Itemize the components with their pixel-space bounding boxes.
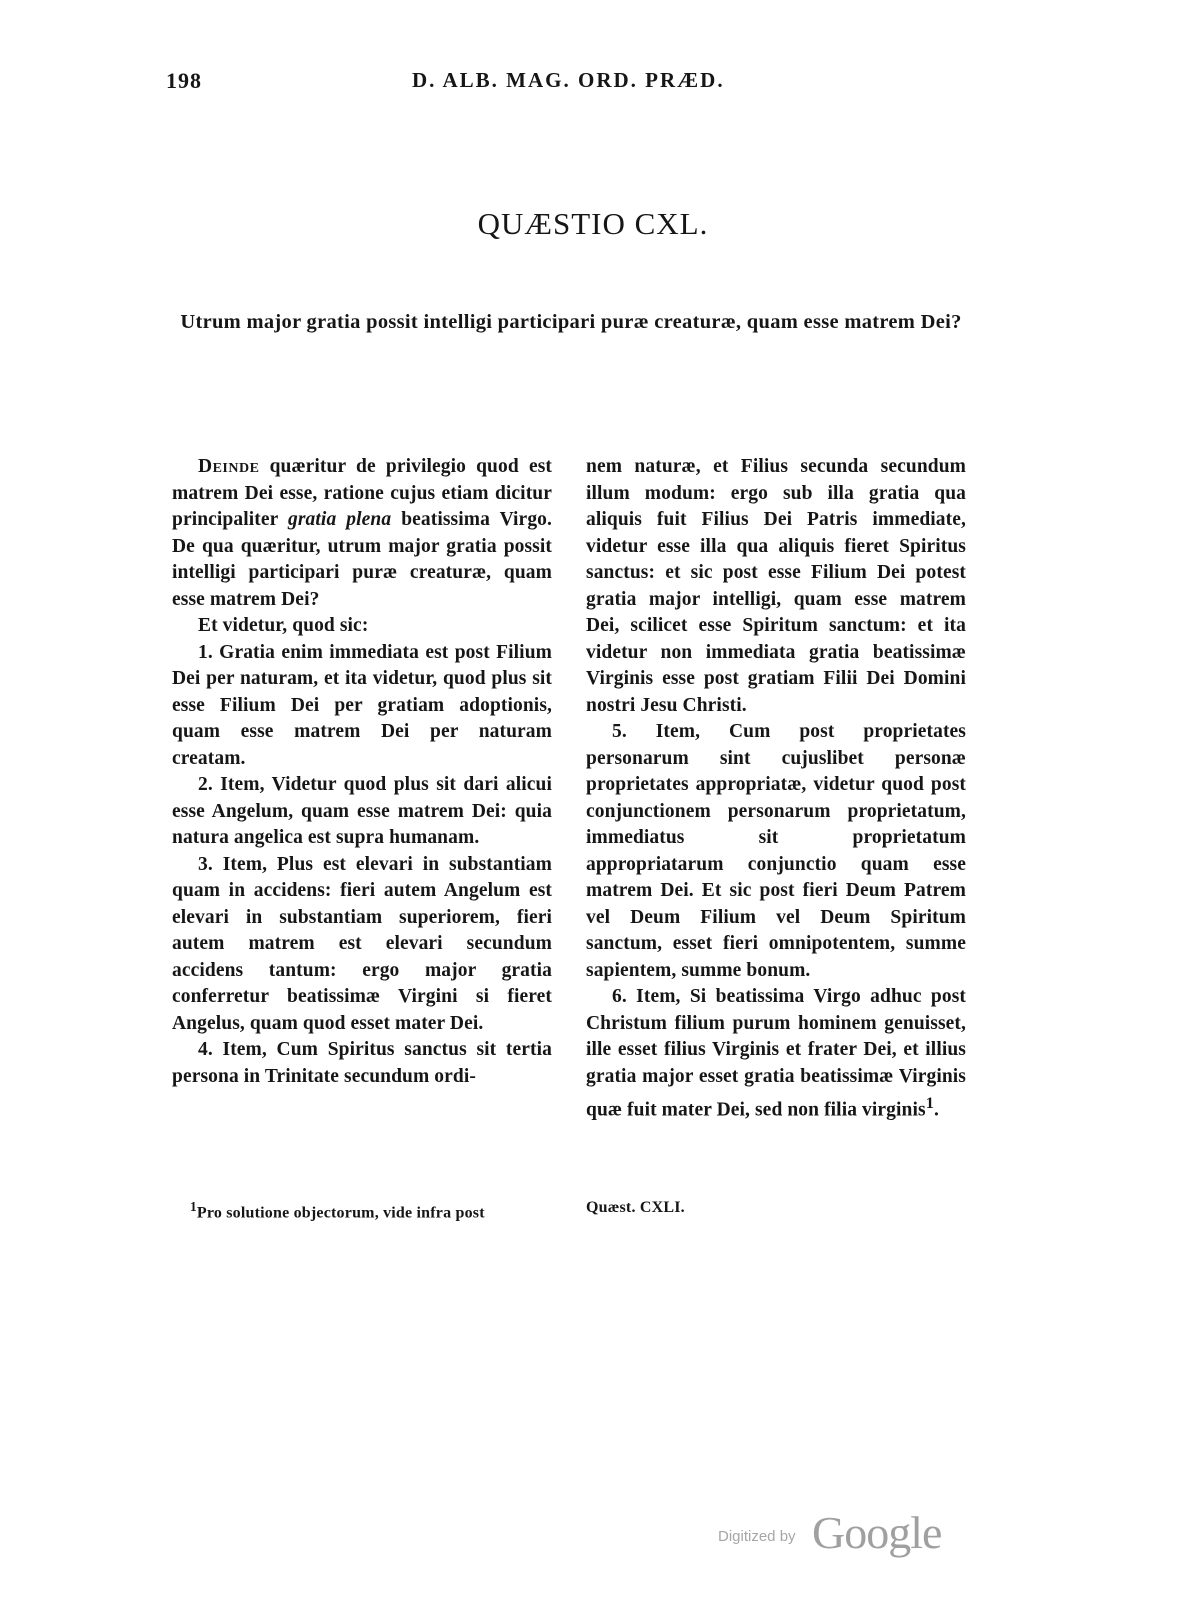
intro-text-a: quæritur de privilegio quod est matrem Dei esse, ratione cujus etiam dicitur principaliter <box>172 456 552 530</box>
argument-1: 1. Gratia enim immediata est post Filium Dei per naturam, et ita videtur, quod plus sit esse Filium Dei per gratiam adoptionis, quam esse matrem Dei per naturam creatam. <box>172 641 552 769</box>
running-head: D. ALB. MAG. ORD. PRÆD. <box>412 68 725 92</box>
question-subtitle: Utrum major gratia possit intelligi participari puræ creaturæ, quam esse matrem Dei? <box>180 311 962 333</box>
intro-paragraph <box>172 454 552 613</box>
question-title: QUÆSTIO CXL. <box>477 206 709 241</box>
intro-lead-word: Deinde <box>198 456 260 477</box>
argument-6-text: 6. Item, Si beatissima Virgo adhuc post Christum filium purum hominem genuisset, ille esset filius Virginis et frater Dei, et illius gratia major esset gratia beatissimæ Virginis quæ fuit mater Dei, sed non filia virginis <box>586 986 966 1121</box>
footnote-reference: 1 <box>925 1094 934 1112</box>
argument-2: 2. Item, Videtur quod plus sit dari alicui esse Angelum, quam esse matrem Dei: quia natura angelica est supra humanam. <box>172 774 552 848</box>
argument-4-start: 4. Item, Cum Spiritus sanctus sit tertia persona in Trinitate secundum ordi- <box>172 1039 552 1087</box>
page-number: 198 <box>166 68 202 93</box>
digitized-by-label: Digitized by <box>718 1528 796 1545</box>
left-column <box>172 454 552 1090</box>
footnote-left <box>190 1199 560 1222</box>
footnote-right: Quæst. CXLI. <box>586 1199 685 1216</box>
argument-5: 5. Item, Cum post proprietates personarum sint cujuslibet personæ proprietates appropriatæ, videtur quod post conjunctionem personarum proprietatum, immediatus sit proprietatum appropriatarum conjunctio quam esse matrem Dei. Et sic post fieri Deum Patrem vel Deum Filium vel Deum Spiritum sanctum, esset fieri omnipotentem, summe sapientem, summe bonum. <box>586 721 966 981</box>
argument-6-end: . <box>933 1099 939 1121</box>
google-logo: Google <box>812 1507 942 1558</box>
right-column <box>586 454 966 1124</box>
argument-3: 3. Item, Plus est elevari in substantiam quam in accidens: fieri autem Angelum est elevari in substantiam superiorem, fieri autem matrem est elevari secundum accidens tantum: ergo major gratia conferretur beatissimæ Virgini si fieret Angelus, quam quod esset mater Dei. <box>172 853 552 1034</box>
videtur-line: Et videtur, quod sic: <box>198 615 369 636</box>
intro-text-b: beatissima Virgo. De qua quæritur, utrum major gratia possit intelligi participari puræ creaturæ, quam esse matrem Dei? <box>172 509 552 610</box>
footnote-text-left: Pro solutione objectorum, vide infra post <box>196 1204 485 1222</box>
argument-4-continuation: nem naturæ, et Filius secunda secundum illum modum: ergo sub illa gratia qua aliquis fuit Filius Dei Patris immediate, videtur esse illa qua aliquis fieret Spiritus sanctus: et sic post esse Filium Dei potest gratia major intelligi, quam esse matrem Dei, scilicet esse Spiritum sanctum: et ita videtur non immediata gratia beatissimæ Virginis esse post gratiam Filii Dei Domini nostri Jesu Christi. <box>586 456 966 716</box>
intro-italic-phrase: gratia plena <box>288 509 392 530</box>
footnote-marker: 1 <box>190 1199 197 1214</box>
argument-6 <box>586 984 966 1124</box>
